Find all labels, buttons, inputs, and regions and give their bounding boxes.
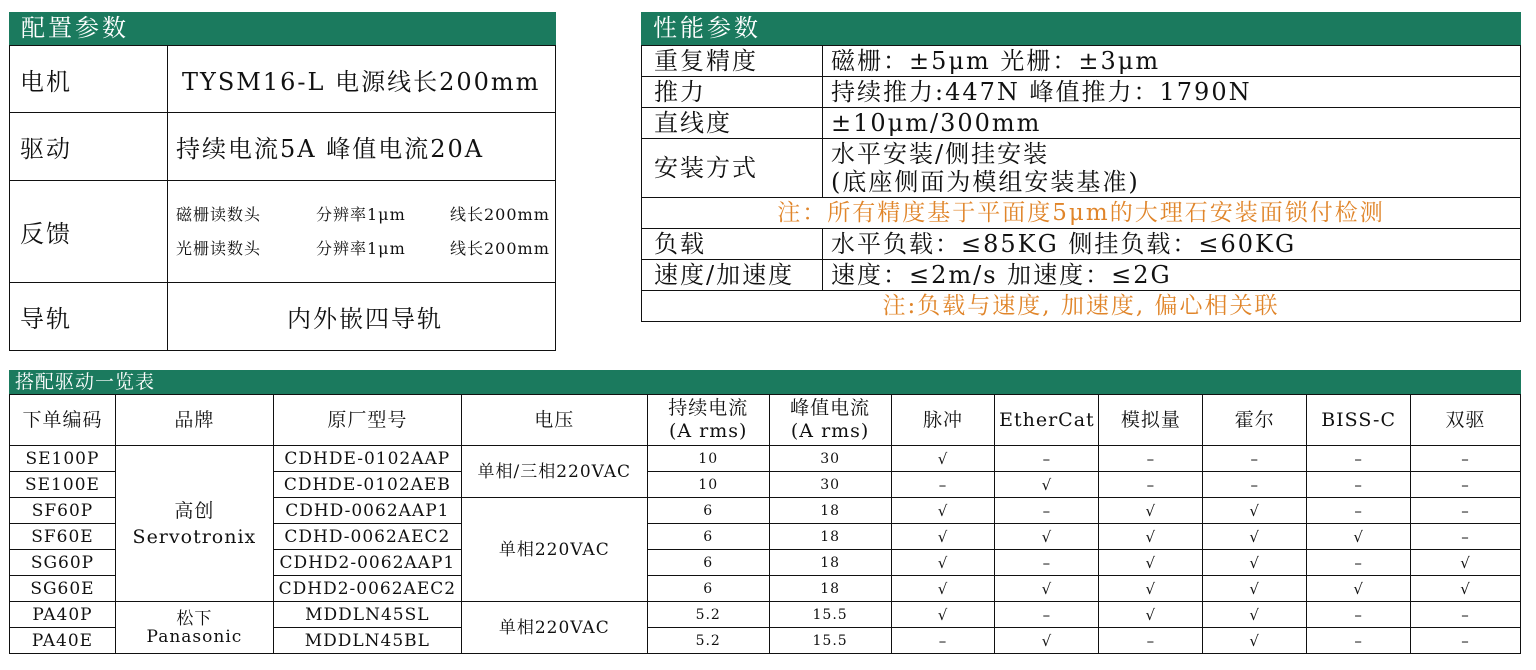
feedback-value (168, 181, 556, 283)
cell-code: SF60P (10, 498, 116, 524)
header-analog: 模拟量 (1099, 395, 1203, 446)
cell-voltage: 单相/三相220VAC (461, 446, 647, 498)
perf-value (823, 139, 1521, 198)
cell-biss-c: – (1307, 550, 1411, 576)
cell-voltage: 单相220VAC (461, 602, 647, 654)
drive-table (9, 394, 1521, 654)
header-unit: (A rms) (668, 420, 748, 442)
cell-ethercat: – (995, 498, 1099, 524)
cell-ethercat: – (995, 550, 1099, 576)
cell-voltage: 单相220VAC (461, 498, 647, 602)
perf-row-mounting (642, 139, 1521, 198)
cell-pulse: √ (891, 524, 995, 550)
perf-value: 水平负载：≤85KG 侧挂负载：≤60KG (823, 229, 1521, 260)
perf-row-speed (642, 260, 1521, 291)
feedback-line-magnetic (176, 198, 554, 232)
drive-value: 持续电流5A 峰值电流20A (168, 113, 556, 181)
cell-code: SG60E (10, 576, 116, 602)
feedback-resolution: 分辨率1μm (316, 204, 406, 224)
cell-biss-c: – (1307, 628, 1411, 654)
cell-model: CDHD-0062AEC2 (273, 524, 461, 550)
cell-biss-c: – (1307, 498, 1411, 524)
brand-en: Servotronix (132, 525, 257, 548)
cell-pulse: √ (891, 576, 995, 602)
header-unit: (A rms) (790, 420, 870, 442)
config-table (9, 45, 556, 351)
cell-ethercat: √ (995, 524, 1099, 550)
cell-ethercat: – (995, 446, 1099, 472)
header-brand: 品牌 (115, 395, 273, 446)
cell-analog: √ (1099, 602, 1203, 628)
header-model: 原厂型号 (273, 395, 461, 446)
cell-hall: – (1203, 446, 1307, 472)
motor-label: 电机 (10, 46, 168, 113)
cell-continuous-current: 5.2 (647, 628, 769, 654)
cell-analog: √ (1099, 550, 1203, 576)
header-line: 峰值电流 (790, 397, 871, 419)
perf-label: 直线度 (642, 108, 823, 139)
config-row-rail (10, 283, 556, 351)
perf-row-thrust (642, 77, 1521, 108)
cell-model: CDHD-0062AAP1 (273, 498, 461, 524)
cell-peak-current: 18 (769, 550, 891, 576)
config-panel (9, 12, 556, 350)
cell-code: SE100P (10, 446, 116, 472)
cell-hall: √ (1203, 498, 1307, 524)
cell-dual-drive: – (1411, 602, 1521, 628)
rail-label: 导轨 (10, 283, 168, 351)
cell-hall: √ (1203, 602, 1307, 628)
perf-value: ±10μm/300mm (823, 108, 1521, 139)
brand-name: 松下 (176, 608, 213, 629)
cell-biss-c: √ (1307, 524, 1411, 550)
cell-continuous-current: 5.2 (647, 602, 769, 628)
perf-label: 推力 (642, 77, 823, 108)
header-dual-drive: 双驱 (1411, 395, 1521, 446)
cell-biss-c: – (1307, 472, 1411, 498)
cell-ethercat: – (995, 602, 1099, 628)
cell-biss-c: √ (1307, 576, 1411, 602)
perf-label: 负载 (642, 229, 823, 260)
cell-brand-servotronix (115, 446, 273, 602)
cell-code: PA40P (10, 602, 116, 628)
performance-panel (641, 12, 1521, 350)
cell-model: MDDLN45BL (273, 628, 461, 654)
cell-model: CDHD2-0062AEC2 (273, 576, 461, 602)
cell-pulse: √ (891, 550, 995, 576)
cell-analog: – (1099, 472, 1203, 498)
performance-title: 性能参数 (641, 12, 1521, 45)
perf-row-repeatability (642, 46, 1521, 77)
accuracy-note: 注：所有精度基于平面度5μm的大理石安装面锁付检测 (642, 198, 1521, 229)
cell-peak-current: 18 (769, 524, 891, 550)
cell-biss-c: – (1307, 446, 1411, 472)
feedback-cable: 线长200mm (450, 238, 550, 258)
cell-brand-panasonic (115, 602, 273, 654)
header-hall: 霍尔 (1203, 395, 1307, 446)
cell-pulse: √ (891, 498, 995, 524)
perf-value: 速度：≤2m/s 加速度：≤2G (823, 260, 1521, 291)
cell-analog: – (1099, 628, 1203, 654)
drive-table-title: 搭配驱动一览表 (9, 370, 1521, 394)
perf-label: 安装方式 (642, 139, 823, 198)
drive-panel (9, 370, 1521, 660)
performance-table (641, 45, 1521, 322)
header-ethercat: EtherCat (995, 395, 1099, 446)
header-line: 持续电流 (668, 397, 749, 419)
header-continuous-current (647, 395, 769, 446)
drive-table-header (10, 395, 1521, 446)
perf-note-accuracy (642, 198, 1521, 229)
cell-dual-drive: – (1411, 628, 1521, 654)
cell-peak-current: 15.5 (769, 602, 891, 628)
cell-model: CDHD2-0062AAP1 (273, 550, 461, 576)
drive-label: 驱动 (10, 113, 168, 181)
cell-continuous-current: 6 (647, 576, 769, 602)
cell-model: MDDLN45SL (273, 602, 461, 628)
perf-label: 速度/加速度 (642, 260, 823, 291)
cell-hall: √ (1203, 576, 1307, 602)
drive-table-body (10, 446, 1521, 654)
cell-analog: – (1099, 446, 1203, 472)
cell-continuous-current: 6 (647, 498, 769, 524)
perf-note-load (642, 291, 1521, 322)
feedback-head: 磁栅读数头 (176, 204, 262, 224)
cell-biss-c: – (1307, 602, 1411, 628)
cell-ethercat: √ (995, 576, 1099, 602)
cell-dual-drive: – (1411, 498, 1521, 524)
header-voltage: 电压 (461, 395, 647, 446)
cell-ethercat: √ (995, 628, 1099, 654)
header-code: 下单编码 (10, 395, 116, 446)
cell-peak-current: 18 (769, 576, 891, 602)
rail-value: 内外嵌四导轨 (168, 283, 556, 351)
feedback-cable: 线长200mm (450, 204, 550, 224)
cell-pulse: √ (891, 446, 995, 472)
cell-continuous-current: 10 (647, 446, 769, 472)
cell-code: SF60E (10, 524, 116, 550)
table-row (10, 602, 1521, 628)
brand-en: Panasonic (146, 626, 243, 647)
cell-pulse: √ (891, 602, 995, 628)
mounting-line-1: 水平安装/侧挂安装 (831, 140, 1050, 168)
header-peak-current (769, 395, 891, 446)
cell-model: CDHDE-0102AAP (273, 446, 461, 472)
load-note: 注:负载与速度, 加速度, 偏心相关联 (642, 291, 1521, 322)
config-row-motor (10, 46, 556, 113)
perf-row-straightness (642, 108, 1521, 139)
cell-hall: √ (1203, 628, 1307, 654)
perf-value: 持续推力:447N 峰值推力：1790N (823, 77, 1521, 108)
cell-code: SE100E (10, 472, 116, 498)
cell-analog: √ (1099, 524, 1203, 550)
cell-pulse: – (891, 628, 995, 654)
cell-dual-drive: – (1411, 524, 1521, 550)
cell-peak-current: 30 (769, 446, 891, 472)
cell-dual-drive: – (1411, 446, 1521, 472)
cell-dual-drive: – (1411, 472, 1521, 498)
mounting-line-2: (底座侧面为模组安装基准) (831, 168, 1140, 196)
cell-peak-current: 18 (769, 498, 891, 524)
cell-hall: – (1203, 472, 1307, 498)
perf-value: 磁栅：±5μm 光栅：±3μm (823, 46, 1521, 77)
cell-continuous-current: 10 (647, 472, 769, 498)
cell-code: SG60P (10, 550, 116, 576)
brand-name: 高创 (174, 499, 215, 522)
cell-pulse: – (891, 472, 995, 498)
cell-hall: √ (1203, 550, 1307, 576)
config-row-feedback (10, 181, 556, 283)
header-biss-c: BISS-C (1307, 395, 1411, 446)
config-row-drive (10, 113, 556, 181)
cell-dual-drive: √ (1411, 576, 1521, 602)
feedback-label: 反馈 (10, 181, 168, 283)
cell-continuous-current: 6 (647, 524, 769, 550)
header-pulse: 脉冲 (891, 395, 995, 446)
feedback-line-optical (176, 232, 554, 266)
motor-value: TYSM16-L 电源线长200mm (168, 46, 556, 113)
cell-dual-drive: √ (1411, 550, 1521, 576)
cell-ethercat: √ (995, 472, 1099, 498)
cell-code: PA40E (10, 628, 116, 654)
perf-label: 重复精度 (642, 46, 823, 77)
cell-model: CDHDE-0102AEB (273, 472, 461, 498)
cell-hall: √ (1203, 524, 1307, 550)
cell-analog: √ (1099, 576, 1203, 602)
cell-analog: √ (1099, 498, 1203, 524)
cell-peak-current: 30 (769, 472, 891, 498)
cell-continuous-current: 6 (647, 550, 769, 576)
feedback-resolution: 分辨率1μm (316, 238, 406, 258)
feedback-head: 光栅读数头 (176, 238, 262, 258)
table-row (10, 446, 1521, 472)
perf-row-load (642, 229, 1521, 260)
cell-peak-current: 15.5 (769, 628, 891, 654)
config-title: 配置参数 (9, 12, 556, 45)
